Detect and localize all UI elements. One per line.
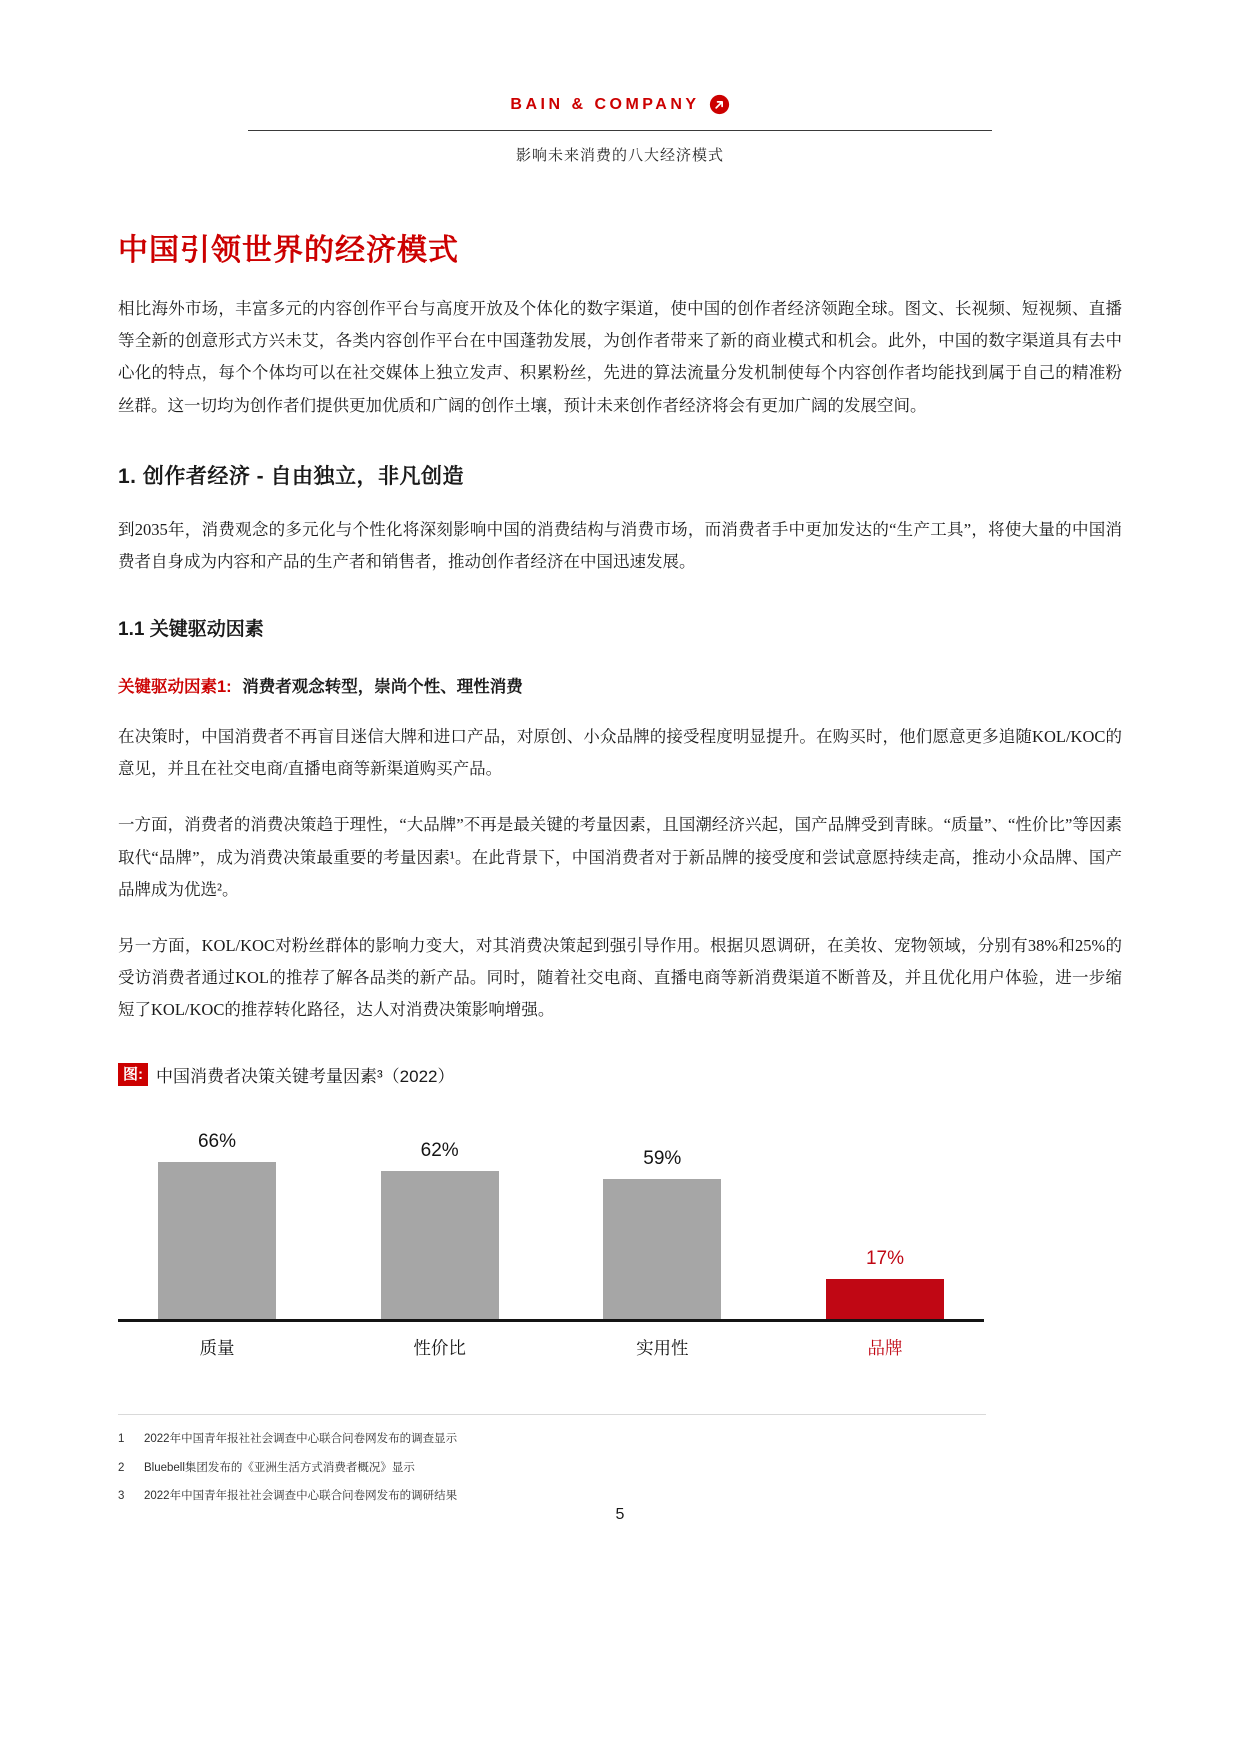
- chart-plot-area: [118, 1117, 984, 1322]
- chart-column: [603, 1148, 721, 1319]
- section-paragraph: 到2035年，消费观念的多元化与个性化将深刻影响中国的消费结构与消费市场，而消费者手中更加发达的“生产工具”，将使大量的中国消费者自身成为内容和产品的生产者和销售者，推动创作者经济在中国迅速发展。: [118, 519, 1122, 571]
- driver-line: [118, 673, 1122, 697]
- bar-category-label: 质量: [199, 1338, 235, 1359]
- bar-value-label: 62%: [420, 1140, 459, 1162]
- body-paragraph: 另一方面，KOL/KOC对粉丝群体的影响力变大，对其消费决策起到强引导作用。根据贝恩调研，在美妆、宠物领域，分别有38%和25%的受访消费者通过KOL的推荐了解各品类的新产品。同时，随着社交电商、直播电商等新消费渠道不断普及，并且优化用户体验，进一步缩短了KOL/KOC的推荐转化路径，达人对消费决策影响增强。: [118, 935, 1122, 1020]
- footnote-divider: [118, 1414, 986, 1415]
- footnote-item: [118, 1460, 1122, 1477]
- chart-column: [826, 1248, 944, 1319]
- intro-paragraph: 相比海外市场，丰富多元的内容创作平台与高度开放及个体化的数字渠道，使中国的创作者经济领跑全球。图文、长视频、短视频、直播等全新的创意形式方兴未艾，各类内容创作平台在中国蓬勃发展，为创作者带来了新的商业模式和机会。此外，中国的数字渠道具有去中心化的特点，每个个体均可以在社交媒体上独立发声、积累粉丝，先进的算法流量分发机制使每个内容创作者均能找到属于自己的精准粉丝群。这一切均为创作者们提供更加优质和广阔的创作土壤，预计未来创作者经济将会有更加广阔的发展空间。: [118, 300, 1122, 415]
- doc-subtitle: 影响未来消费的八大经济模式: [515, 147, 724, 164]
- bar-chart: [118, 1117, 984, 1360]
- chart-column: [158, 1131, 276, 1319]
- figure-tag: 图:: [118, 1063, 148, 1086]
- footnote-item: [118, 1488, 1122, 1505]
- figure-caption: [118, 1062, 1122, 1087]
- subsection-heading: 1.1 关键驱动因素: [118, 619, 264, 641]
- bar-value-label: 17%: [865, 1248, 904, 1270]
- bar-value-label: 66%: [197, 1131, 237, 1153]
- bar-category-label: 品牌: [867, 1338, 903, 1359]
- footnotes: [118, 1431, 1122, 1505]
- chart-category-row: [118, 1335, 984, 1360]
- page-header: [0, 0, 1240, 165]
- section-heading: 1. 创作者经济 - 自由独立，非凡创造: [118, 464, 465, 488]
- bar: [826, 1279, 944, 1319]
- footnote-text: 2022年中国青年报社社会调查中心联合问卷网发布的调查显示: [144, 1433, 458, 1446]
- driver-label: 关键驱动因素1:: [118, 678, 232, 697]
- bain-logo: [510, 94, 729, 115]
- body-paragraph: 在决策时，中国消费者不再盲目迷信大牌和进口产品，对原创、小众品牌的接受程度明显提升。在购买时，他们愿意更多追随KOL/KOC的意见，并且在社交电商/直播电商等新渠道购买产品。: [118, 727, 1122, 779]
- body-paragraph: 一方面，消费者的消费决策趋于理性，“大品牌”不再是最关键的考量因素，且国潮经济兴起，国产品牌受到青睐。“质量”、“性价比”等因素取代“品牌”，成为消费决策最重要的考量因素¹。在此背景下，中国消费者对于新品牌的接受度和尝试意愿持续走高，推动小众品牌、国产品牌成为优选²。: [118, 815, 1122, 899]
- header-rule: [248, 130, 992, 131]
- bain-logo-text: BAIN & COMPANY: [510, 95, 700, 113]
- chart-column: [381, 1140, 499, 1319]
- footnote-number: 2: [118, 1461, 125, 1474]
- bar-value-label: 59%: [643, 1148, 682, 1170]
- bar: [603, 1179, 721, 1319]
- figure-caption-text: 中国消费者决策关键考量因素³（2022）: [156, 1067, 455, 1087]
- footnote-text: 2022年中国青年报社社会调查中心联合问卷网发布的调研结果: [144, 1489, 458, 1502]
- bain-logo-icon: [709, 94, 730, 115]
- footnote-number: 3: [118, 1489, 125, 1502]
- bar: [381, 1171, 499, 1319]
- footnote-text: Bluebell集团发布的《亚洲生活方式消费者概况》显示: [144, 1461, 415, 1474]
- page-content: [118, 225, 1122, 1505]
- bar-category-label: 实用性: [636, 1338, 689, 1359]
- bar-category-label: 性价比: [413, 1338, 466, 1359]
- driver-title: 消费者观念转型，崇尚个性、理性消费: [242, 678, 523, 697]
- page-title: 中国引领世界的经济模式: [118, 234, 459, 267]
- footnote-item: [118, 1431, 1122, 1448]
- bar: [158, 1162, 276, 1319]
- page-number: 5: [615, 1506, 625, 1523]
- footnote-number: 1: [118, 1433, 125, 1446]
